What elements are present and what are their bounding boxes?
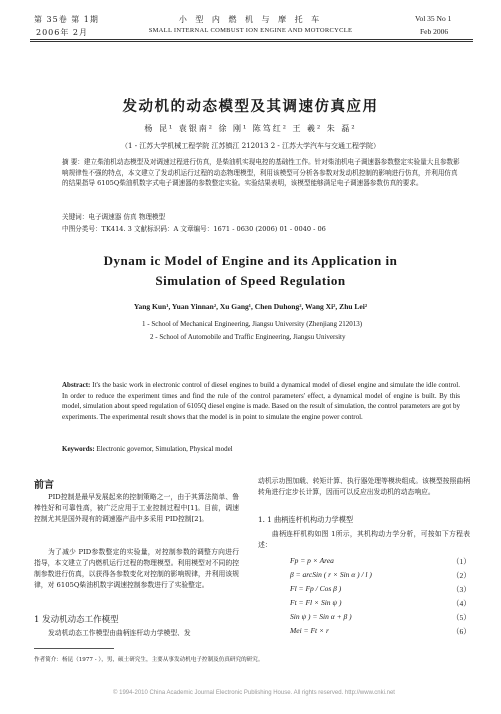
equation-3: Fl = Fp / Cos β ) (290, 584, 342, 593)
footnote: 作者简介：杨昆（1977 - ），男，硕士研究生，主要从事发动机电子控制及仿真研究的研究。 (34, 657, 264, 663)
header-date: 2006年 2月 (36, 28, 88, 37)
header-journal-en: SMALL INTERNAL COMBUST ION ENGINE AND MOTORCYCLE (148, 27, 353, 34)
keywords-cn (62, 212, 460, 223)
equation-5: Sin ψ ) = Sin α + β ) (290, 612, 352, 621)
affiliation-en-1: 1 - School of Mechanical Engineering, Jiangsu University (Zhenjiang 212013) (142, 320, 363, 328)
equation-4-number: （4） (452, 599, 471, 608)
abstract-en-text: It's the basic work in electronic control of diesel engines to build a dynamical model of diesel engine and simulate the idle control. In order to reduce the experiment times and find the rule of the control parameters' effect, a dynamical model of engine is built. By this model, simulation about speed regulation of 6105Q diesel engine is made. Based on the result of simulation, the control parameters are got by experiments. The experimental result shows that the model is in point to simulate the engine power control. (62, 381, 460, 421)
title-cn: 发动机的动态模型及其调速仿真应用 (122, 98, 379, 115)
preface-paragraph-1: PID控制是最早发展起来的控制策略之一，由于其算法简单、鲁棒性好和可靠性高，被广泛应用于工业控制过程中[1]。目前，调速控制尤其是国外现有的调速器产品中多采用 PID控制[2]。 (34, 493, 239, 523)
right-col-intro: 动机示功图加载、转矩计算、执行器处理等模块组成。该模型按照曲柄转角进行定步长计算，因而可以反应出发动机的动态响应。 (258, 477, 470, 496)
abstract-en-label: Abstract: (62, 381, 91, 389)
affiliations-cn: （1 - 江苏大学机械工程学院 江苏镇江 212013 2 - 江苏大学汽车与交通工程学院） (121, 142, 380, 150)
footer-copyright: © 1994-2010 China Academic Journal Electronic Publishing House. All rights reserved. http://www.cnki.net (113, 690, 395, 696)
title-en-line1: Dynam ic Model of Engine and its Application in (103, 253, 398, 268)
preface-heading: 前言 (34, 480, 54, 491)
header-date-en: Feb 2006 (420, 27, 449, 36)
authors-cn: 杨 昆¹ 袁银南² 徐 刚¹ 陈笃红² 王 羲² 朱 磊² (144, 124, 357, 133)
section-1-1-heading: 1. 1 曲柄连杆机构动力学模型 (258, 515, 354, 524)
footnote-rule (34, 648, 114, 649)
equation-6: Mei = Ft × r (290, 626, 329, 635)
section-1-text: 发动机动态工作模型由曲柄连杆动力学模型、发 (48, 629, 191, 637)
keywords-cn-label: 关键词： (62, 213, 89, 221)
header-rule-thin (30, 41, 473, 42)
keywords-cn-text: 电子调速器 仿真 物理模型 (88, 213, 166, 221)
title-en-line2: Simulation of Speed Regulation (155, 273, 346, 288)
keywords-en (62, 444, 460, 455)
preface-paragraph-2: 为了减少 PID参数整定的实验量，对控制参数的调整方向进行指导，本文建立了内燃机运行过程的物理模型。利用模型对不同的控制参数进行仿真，以获得各参数变化对控制的影响规律，并利用该规律，对 6105Q柴油机数字调速控制参数进行了实验整定。 (34, 548, 239, 589)
header-volume-en: Vol 35 No 1 (415, 14, 452, 23)
equation-3-number: （3） (452, 585, 471, 594)
abstract-en (62, 380, 460, 422)
classification: 中图分类号：TK414. 3 文献标识码：A 文章编号：1671 - 0630 (2006) 01 - 0040 - 06 (62, 225, 326, 233)
abstract-cn-text: 建立柴油机动态模型及对调速过程进行仿真，是柴油机实现电控的基础性工作。针对柴油机电子调速器参数整定实验量大且参数影响规律性不强的特点，本文建立了发动机运行过程的动态物理模型，利用该模型可分析各参数对发动机控制的影响进行仿真，并利用仿真的结果指导 6105Q柴油机数字式电子调速器的参数整定实验。实验结果表明，该模型能够满足电子调速器参数仿真的要求。 (62, 158, 460, 187)
affiliation-en-2: 2 - School of Automobile and Traffic Engineering, Jiangsu University (150, 333, 346, 341)
equation-6-number: （6） (452, 627, 471, 636)
equation-4: Ft = Fl × Sin ψ ) (290, 598, 342, 607)
section-1-1-text: 曲柄连杆机构如图 1所示，其机构动力学分析，可按如下方程表述： (258, 530, 470, 549)
equation-2: β = arcSin ( r × Sin α ) / l ) (290, 570, 372, 579)
authors-en: Yang Kun¹, Yuan Yinnan², Xu Gang¹, Chen Duhong², Wang Xi², Zhu Lei² (133, 302, 368, 311)
equation-1-number: （1） (452, 557, 471, 566)
header-volume: 第 35卷 第 1期 (34, 15, 99, 24)
equation-5-number: （5） (452, 613, 471, 622)
equation-1: Fp = p × Area (290, 556, 334, 565)
abstract-cn (62, 157, 460, 189)
section-1-heading: 1 发动机动态工作模型 (34, 615, 119, 625)
keywords-en-text: Electronic governor, Simulation, Physical model (96, 445, 233, 453)
abstract-cn-label: 摘 要： (62, 158, 84, 166)
header-rule (30, 39, 473, 40)
header-journal-cn: 小 型 内 燃 机 与 摩 托 车 (178, 15, 323, 24)
keywords-en-label: Keywords: (62, 445, 95, 453)
equation-2-number: （2） (452, 571, 471, 580)
